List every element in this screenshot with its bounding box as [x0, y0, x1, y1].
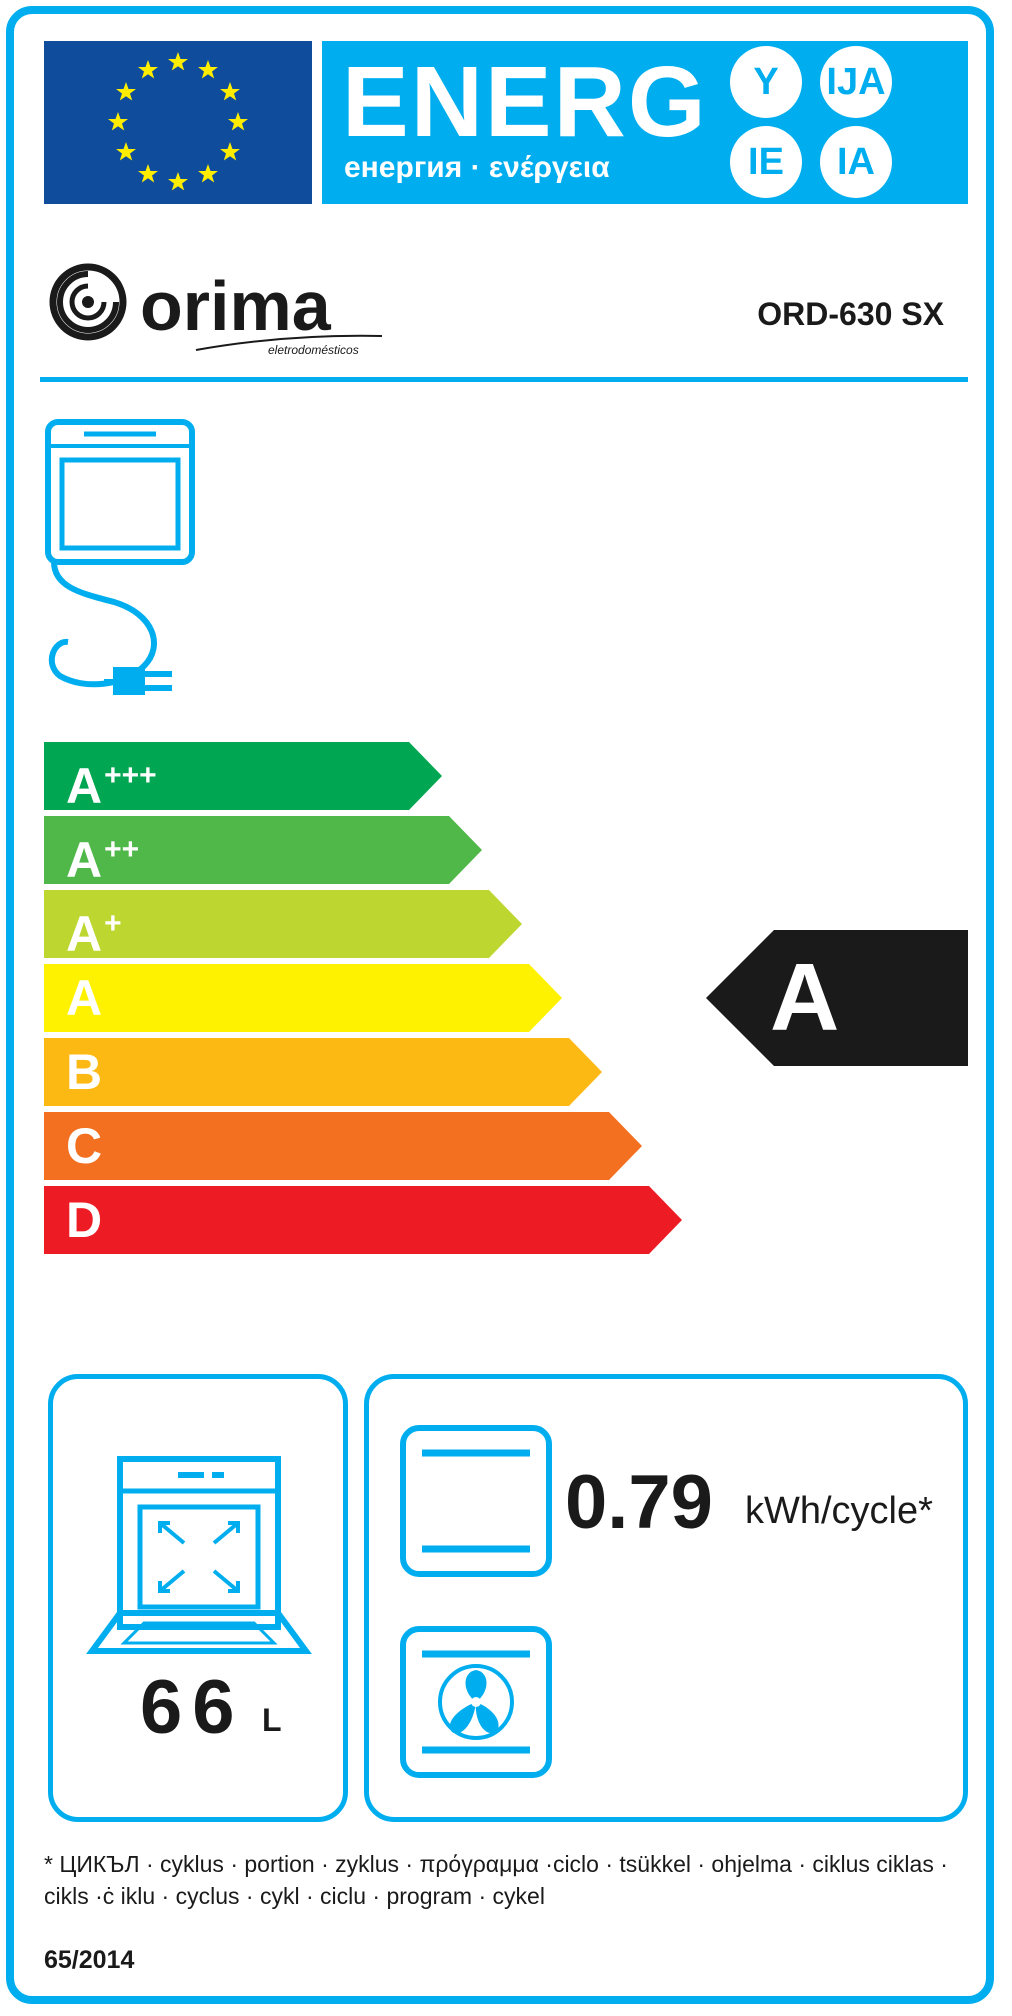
- class-bar-d: [44, 1186, 684, 1254]
- cycle-footnote: * ЦИКЪЛ · cyklus · portion · zyklus · πρόγραμμα ·ciclo · tsükkel · ohjelma · ciklus ciklas · cikls ·ċ iklu · cyclus · cykl · ciclu · program · cykel: [44, 1851, 948, 1909]
- header-divider: [40, 377, 968, 382]
- class-bar-a-plus: [44, 890, 524, 962]
- language-suffix-ie: IE: [730, 126, 802, 198]
- volume-value: 66: [140, 1665, 245, 1750]
- class-letter: A: [66, 970, 103, 1026]
- brand-logo: [46, 254, 396, 358]
- conventional-heating-icon: [400, 1425, 552, 1577]
- language-suffix-ia: IA: [820, 126, 892, 198]
- class-plus: ++: [104, 833, 140, 866]
- eu-stars-icon: [44, 41, 312, 204]
- class-plus: +++: [104, 759, 157, 792]
- electric-oven-icon: [44, 418, 204, 718]
- class-bar-c: [44, 1112, 644, 1180]
- eu-flag: [44, 41, 312, 204]
- class-bar-b: [44, 1038, 604, 1106]
- class-letter: D: [66, 1192, 103, 1248]
- brand-tagline: eletrodomésticos: [268, 343, 359, 357]
- energy-consumption-unit: kWh/cycle*: [745, 1490, 933, 1532]
- regulation-number: 65/2014: [44, 1946, 135, 1974]
- class-letter: A: [66, 832, 103, 888]
- class-letter: A: [66, 758, 103, 814]
- class-plus: +: [104, 907, 122, 940]
- class-bar-a: [44, 964, 564, 1032]
- class-letter: A: [66, 906, 103, 962]
- brand-name: orima: [140, 267, 331, 345]
- fan-forced-icon: [400, 1626, 552, 1778]
- energy-consumption-value: 0.79: [565, 1460, 713, 1545]
- model-number: ORD-630 SX: [757, 296, 944, 332]
- energy-rating: A: [770, 944, 840, 1051]
- language-suffix-ija: IJA: [820, 46, 892, 118]
- energy-subtitle: енергия · ενέργεια: [344, 151, 610, 184]
- class-bar-a-plus-plus: [44, 816, 484, 888]
- energy-title: ENERG: [342, 46, 708, 158]
- oven-volume-icon: [84, 1455, 314, 1655]
- class-bar-a-plus-plus-plus: [44, 742, 444, 814]
- class-letter: B: [66, 1044, 103, 1100]
- class-letter: C: [66, 1118, 103, 1174]
- orima-logo-icon: [46, 254, 396, 358]
- volume-unit: L: [262, 1702, 282, 1738]
- language-suffix-y: Y: [730, 46, 802, 118]
